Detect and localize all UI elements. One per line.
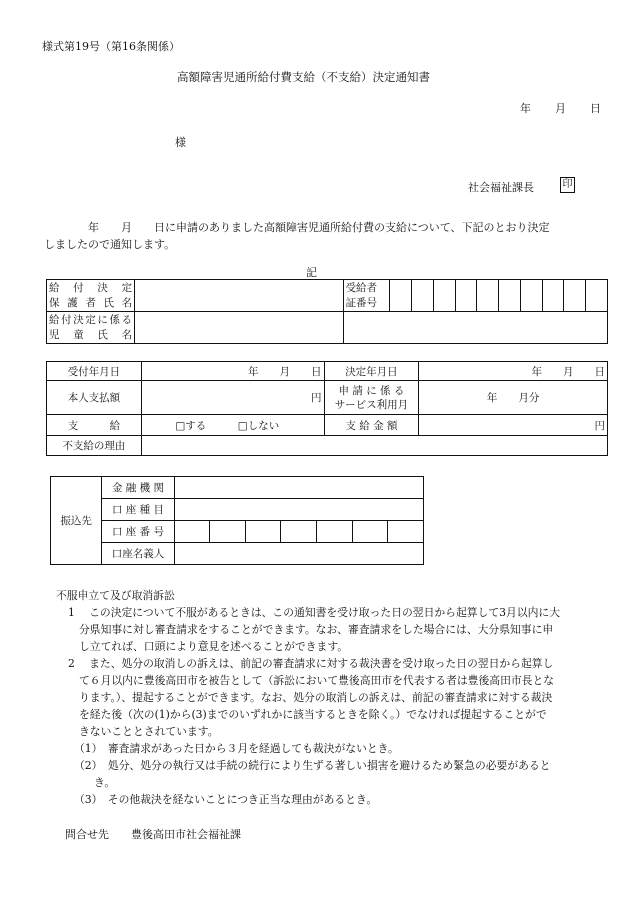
- recipient-table: [46, 279, 608, 344]
- contact-label: 問合せ先: [65, 828, 109, 841]
- note-1-line: し立てれば、口頭により意見を述べることができます。: [79, 640, 349, 653]
- child-name-field[interactable]: [135, 312, 343, 344]
- received-date-label: 受付年月日: [47, 362, 142, 381]
- pay-yes-checkbox[interactable]: □する: [175, 419, 207, 432]
- seal-mark: 印: [560, 177, 575, 193]
- account-no-label: 口 座 番 号: [102, 521, 174, 543]
- recipient-no-digit[interactable]: [455, 280, 477, 312]
- account-type-field[interactable]: [174, 499, 423, 521]
- issuer: 社会福祉課長: [468, 181, 534, 194]
- body-line-2: しましたので通知します。: [44, 238, 176, 251]
- note-1-line: 分県知事に対し審査請求をすることができます。なお、審査請求をした場合には、大分県知事に申: [79, 623, 554, 636]
- note-item-1: （1） 審査請求があった日から３月を経過しても裁決がないとき。: [74, 742, 399, 755]
- recipient-no-digit[interactable]: [499, 280, 521, 312]
- decision-date-label: 決定年月日: [324, 362, 419, 381]
- addressee-suffix: 様: [175, 136, 186, 149]
- guardian-name-field[interactable]: [135, 280, 343, 312]
- decision-table: [46, 361, 608, 456]
- holder-label: 口座名義人: [102, 543, 174, 565]
- recipient-no-digit[interactable]: [542, 280, 564, 312]
- bank-field[interactable]: [174, 477, 423, 499]
- service-month-field[interactable]: 年 月分: [419, 381, 608, 415]
- transfer-label: 振込先: [51, 477, 102, 565]
- account-no-digit[interactable]: [210, 521, 246, 543]
- non-payment-reason-label: 不支給の理由: [47, 436, 142, 456]
- bank-label: 金 融 機 関: [102, 477, 174, 499]
- received-date-field[interactable]: 年 月 日: [141, 362, 324, 381]
- note-2-line: ります。）、提起することができます。なお、処分の取消しの訴えは、前記の審査請求に対する裁決: [79, 691, 553, 704]
- account-no-digit[interactable]: [317, 521, 353, 543]
- note-2-line: を経た後（次の(1)から(3)までのいずれかに該当するときを除く。）でなければ提起することがで: [79, 708, 547, 721]
- contact: [65, 826, 241, 842]
- recipient-no-digit[interactable]: [390, 280, 412, 312]
- child-label-cell: 給付決定に係る 児 童 氏 名: [47, 312, 135, 344]
- recipient-no-digit[interactable]: [433, 280, 455, 312]
- payment-label: 支 給: [47, 415, 142, 436]
- decision-date-field[interactable]: 年 月 日: [419, 362, 608, 381]
- account-no-digit[interactable]: [245, 521, 281, 543]
- self-pay-field[interactable]: 円: [141, 381, 324, 415]
- note-item-3: （3） その他裁決を経ないことにつき正当な理由があるとき。: [74, 793, 378, 806]
- service-month-label: 申 請 に 係 る サービス利用月: [324, 381, 419, 415]
- date-month: 月: [555, 102, 566, 115]
- account-no-digit[interactable]: [352, 521, 388, 543]
- document-title: 高額障害児通所給付費支給（不支給）決定通知書: [177, 70, 430, 84]
- empty-cell: [343, 312, 607, 344]
- account-no-digit[interactable]: [281, 521, 317, 543]
- recipient-no-label-cell: 受給者 証番号: [343, 280, 390, 312]
- recipient-no-digit[interactable]: [586, 280, 608, 312]
- self-pay-label: 本人支払額: [47, 381, 142, 415]
- date-day: 日: [590, 102, 601, 115]
- note-item-2: き。: [94, 776, 116, 789]
- amount-field[interactable]: 円: [419, 415, 608, 436]
- account-no-digit[interactable]: [174, 521, 210, 543]
- note-2-line: きないこととされています。: [79, 725, 219, 738]
- note-item-2: （2） 処分、処分の執行又は手続の続行により生ずる著しい損害を避けるため緊急の必要があると: [74, 759, 551, 772]
- amount-label: 支 給 金 額: [324, 415, 419, 436]
- pay-no-checkbox[interactable]: □しない: [237, 419, 280, 432]
- guardian-label-cell: 給 付 決 定 保 護 者 氏 名: [47, 280, 135, 312]
- transfer-table: [50, 476, 424, 565]
- form-number: 様式第19号（第16条関係）: [42, 40, 180, 53]
- note-2-line: て６月以内に豊後高田市を被告として（訴訟において豊後高田市を代表する者は豊後高田市長とな: [79, 674, 555, 687]
- recipient-no-digit[interactable]: [411, 280, 433, 312]
- contact-value: 豊後高田市社会福祉課: [131, 828, 241, 841]
- account-no-digit[interactable]: [388, 521, 424, 543]
- note-1-line: 1 この決定について不服があるときは、この通知書を受け取った日の翌日から起算して3月以内に大: [68, 606, 561, 619]
- date-year: 年: [520, 102, 531, 115]
- recipient-no-digit[interactable]: [520, 280, 542, 312]
- recipient-no-digit[interactable]: [564, 280, 586, 312]
- ki-heading: 記: [306, 266, 317, 279]
- issue-date: [520, 100, 603, 116]
- non-payment-reason-field[interactable]: [141, 436, 607, 456]
- body-line-1: 年 月 日に申請のありました高額障害児通所給付費の支給について、下記のとおり決定: [88, 221, 550, 234]
- note-2-line: 2 また、処分の取消しの訴えは、前記の審査請求に対する裁決書を受け取った日の翌日から起算し: [68, 657, 554, 670]
- payment-choice: [141, 415, 324, 436]
- notes-heading: 不服申立て及び取消訴訟: [56, 589, 175, 602]
- holder-field[interactable]: [174, 543, 423, 565]
- account-type-label: 口 座 種 目: [102, 499, 174, 521]
- recipient-no-digit[interactable]: [477, 280, 499, 312]
